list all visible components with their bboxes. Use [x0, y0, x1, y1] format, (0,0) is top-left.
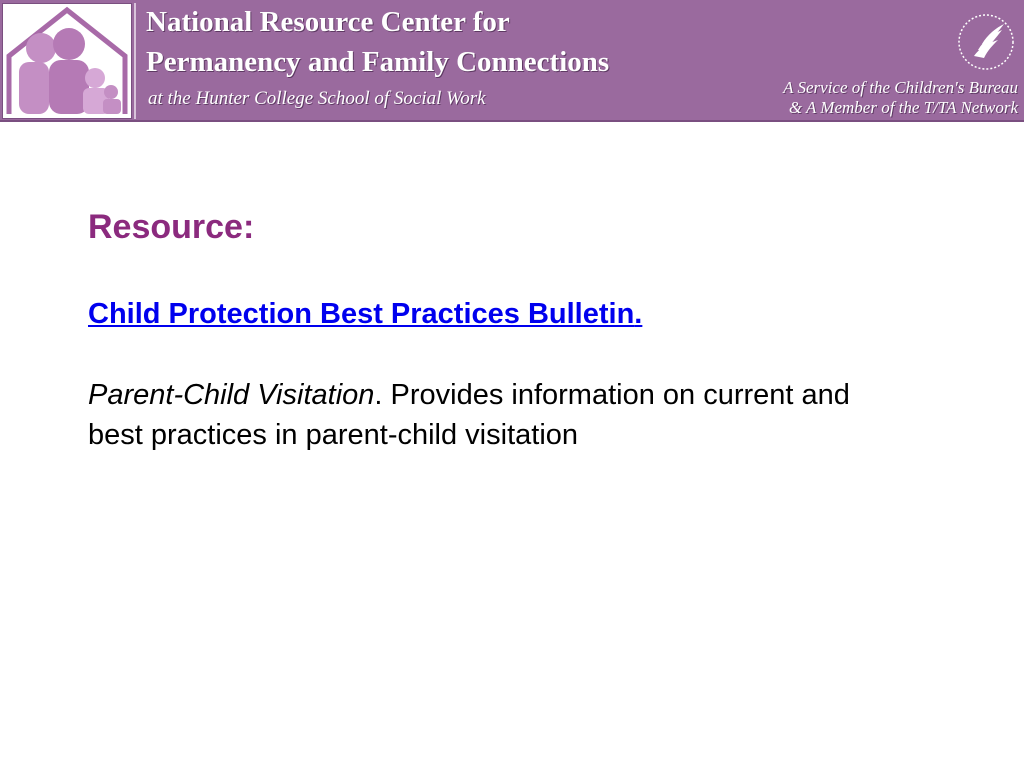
header-banner	[0, 0, 1024, 122]
slide-content	[88, 205, 948, 455]
description-title: Parent-Child Visitation	[88, 379, 375, 411]
service-line-2: & A Member of the T/TA Network	[788, 98, 1018, 117]
banner-title-line1: National Resource Center for	[146, 6, 510, 38]
banner-title-line2: Permanency and Family Connections	[146, 46, 610, 78]
banner-divider	[134, 3, 136, 119]
banner-subtitle: at the Hunter College School of Social Work	[148, 88, 486, 109]
description-text: . Provides information on current and best practices in parent-child visitation	[88, 379, 850, 451]
bulletin-link[interactable]	[88, 298, 642, 330]
hhs-eagle-icon	[956, 10, 1016, 74]
bulletin-line	[88, 296, 948, 332]
family-house-icon	[3, 4, 131, 118]
resource-description	[88, 375, 868, 455]
bulletin-link-period: .	[634, 298, 643, 330]
service-line-1: A Service of the Children's Bureau	[783, 78, 1018, 97]
family-logo	[2, 3, 132, 119]
resource-heading: Resource:	[88, 208, 255, 246]
bulletin-link-text: Child Protection Best Practices Bulletin	[88, 298, 635, 330]
